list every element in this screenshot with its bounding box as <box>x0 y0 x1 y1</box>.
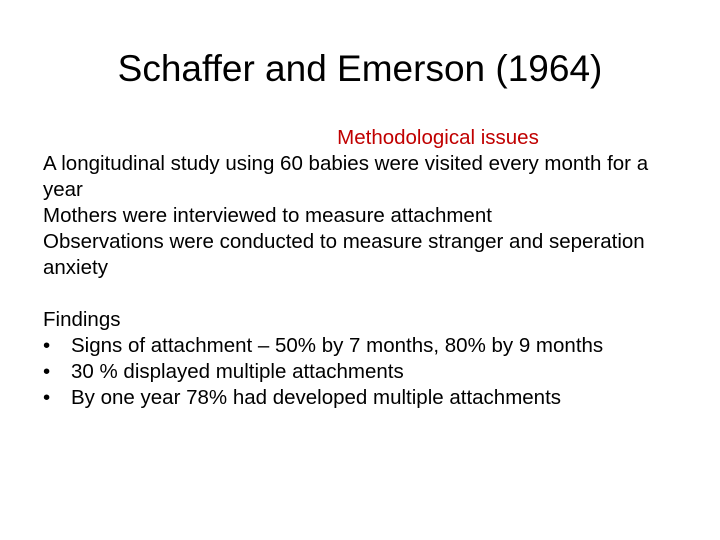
findings-list-item <box>43 359 683 385</box>
findings-list-item <box>43 333 683 359</box>
bullet-icon: • <box>43 334 51 357</box>
slide-body <box>43 125 683 411</box>
bullet-icon: • <box>43 386 51 409</box>
method-paragraph-interviews: Mothers were interviewed to measure attachment <box>43 204 492 227</box>
bullet-icon: • <box>43 360 51 383</box>
finding-text: 30 % displayed multiple attachments <box>71 360 404 383</box>
finding-text: Signs of attachment – 50% by 7 months, 80% by 9 months <box>71 334 604 357</box>
findings-list <box>43 333 683 411</box>
method-heading: Methodological issues <box>337 126 539 149</box>
findings-list-item <box>43 385 683 411</box>
finding-text: By one year 78% had developed multiple attachments <box>71 386 562 409</box>
method-paragraph-study: A longitudinal study using 60 babies were visited every month for a year <box>43 152 649 201</box>
method-paragraph-observations: Observations were conducted to measure stranger and seperation anxiety <box>43 230 645 279</box>
findings-heading: Findings <box>43 308 121 331</box>
spacer <box>43 281 683 307</box>
slide-title: Schaffer and Emerson (1964) <box>117 48 603 89</box>
